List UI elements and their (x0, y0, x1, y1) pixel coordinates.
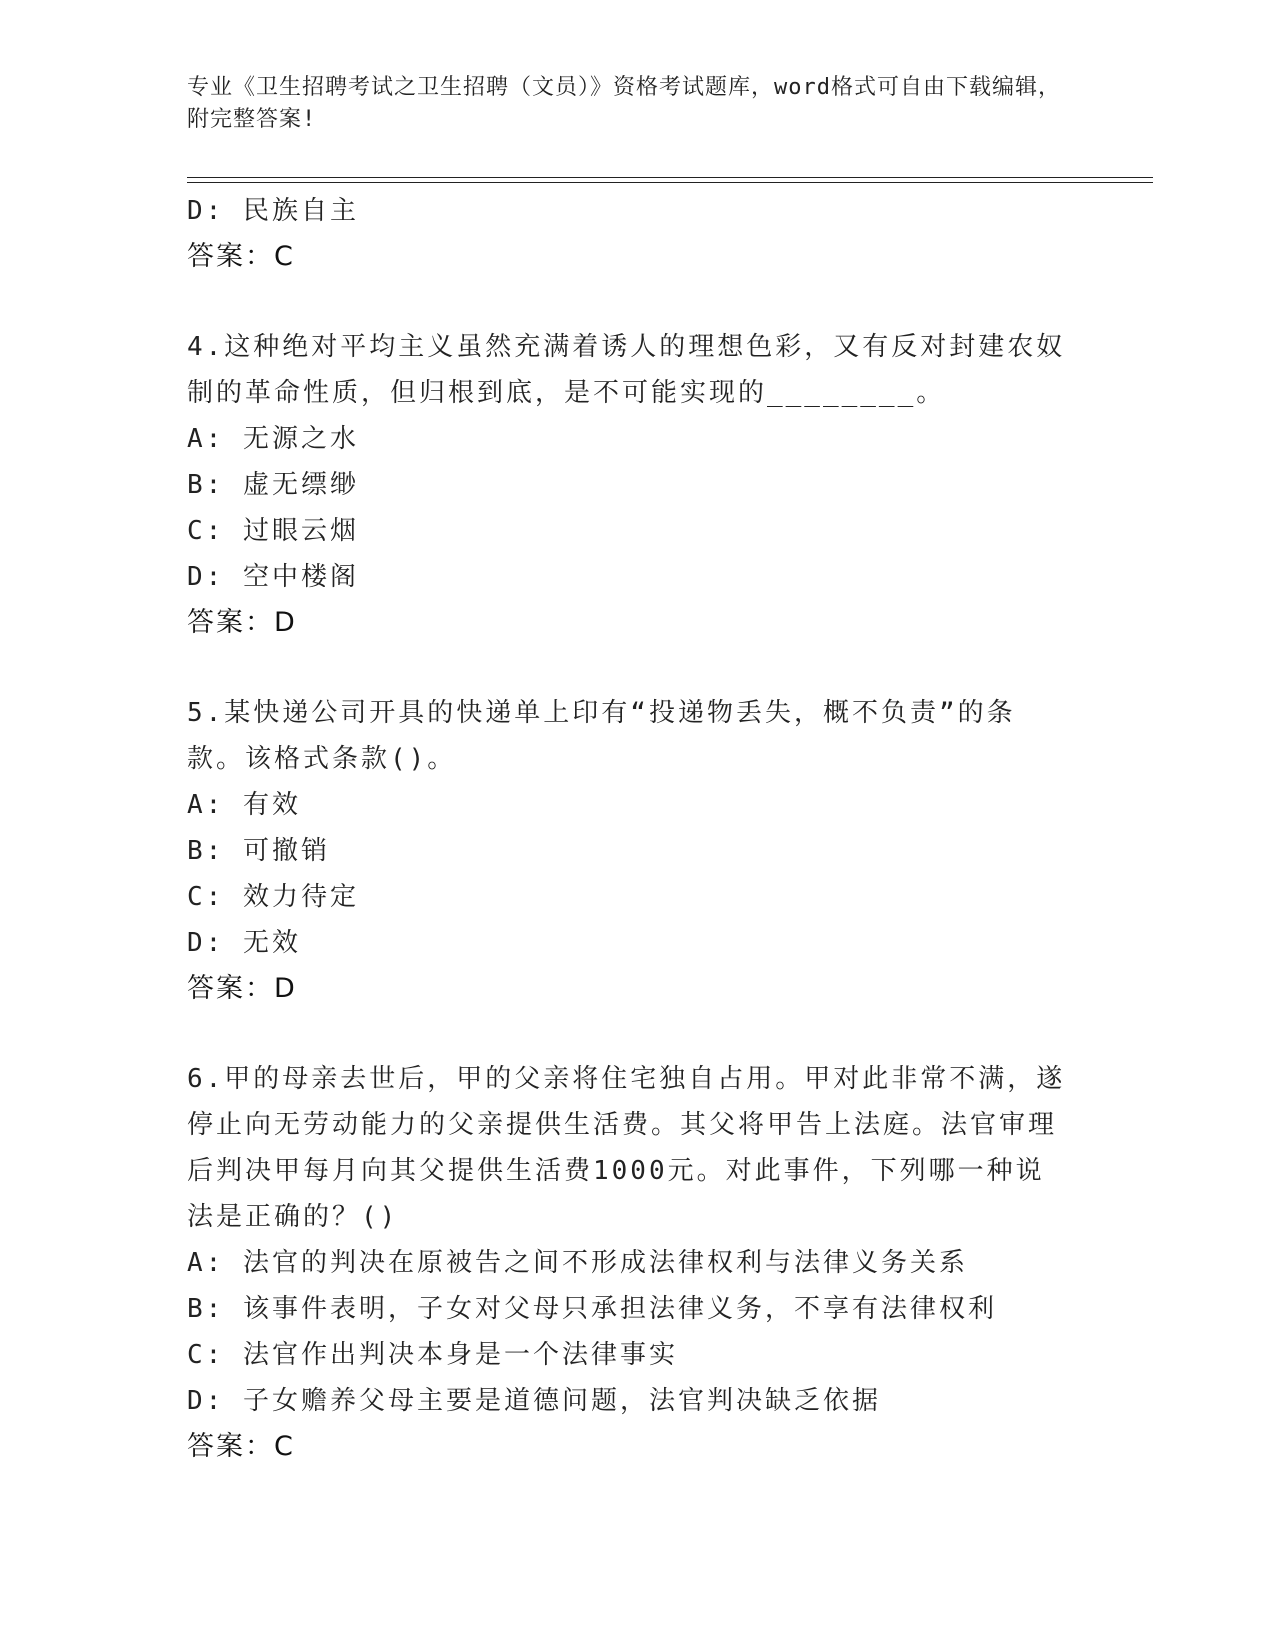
option-d: D: 空中楼阁 (187, 562, 359, 592)
question-text: 6.甲的母亲去世后，甲的父亲将住宅独自占用。甲对此非常不满，遂停止向无劳动能力的父亲提供生活费。其父将甲告上法庭。法官审理后判决甲每月向其父提供生活费1000元。对此事件，下列哪一种说法是正确的？() (187, 1064, 1066, 1232)
question-5 (187, 690, 1087, 1012)
option-b: B: 虚无缥缈 (187, 470, 359, 500)
answer-line: 答案：C (187, 1431, 295, 1462)
document-body (187, 188, 1087, 1470)
option-a: A: 无源之水 (187, 424, 359, 454)
option-b: B: 该事件表明，子女对父母只承担法律义务，不享有法律权利 (187, 1294, 997, 1324)
option-d: D: 民族自主 (187, 196, 359, 226)
header-divider-bottom (187, 182, 1153, 183)
answer-line: 答案：D (187, 973, 297, 1004)
document-title: 专业《卫生招聘考试之卫生招聘（文员）》资格考试题库，word格式可自由下载编辑，附完整答案! (187, 75, 1061, 132)
page-header (187, 72, 1067, 136)
option-a: A: 有效 (187, 790, 301, 820)
option-d: D: 无效 (187, 928, 301, 958)
answer-line: 答案：C (187, 241, 295, 272)
question-6 (187, 1056, 1087, 1470)
question-text: 5.某快递公司开具的快递单上印有“投递物丢失，概不负责”的条款。该格式条款()。 (187, 698, 1016, 774)
header-divider-top (187, 177, 1153, 178)
answer-line: 答案：D (187, 607, 297, 638)
spacer (187, 1012, 1087, 1056)
spacer (187, 280, 1087, 324)
question-prev-tail (187, 188, 1087, 280)
option-a: A: 法官的判决在原被告之间不形成法律权利与法律义务关系 (187, 1248, 968, 1278)
question-4 (187, 324, 1087, 646)
spacer (187, 646, 1087, 690)
option-d: D: 子女赡养父母主要是道德问题，法官判决缺乏依据 (187, 1386, 881, 1416)
option-c: C: 过眼云烟 (187, 516, 359, 546)
option-b: B: 可撤销 (187, 836, 330, 866)
option-c: C: 法官作出判决本身是一个法律事实 (187, 1340, 678, 1370)
option-c: C: 效力待定 (187, 882, 359, 912)
question-text: 4.这种绝对平均主义虽然充满着诱人的理想色彩，又有反对封建农奴制的革命性质，但归根到底，是不可能实现的________。 (187, 332, 1066, 408)
